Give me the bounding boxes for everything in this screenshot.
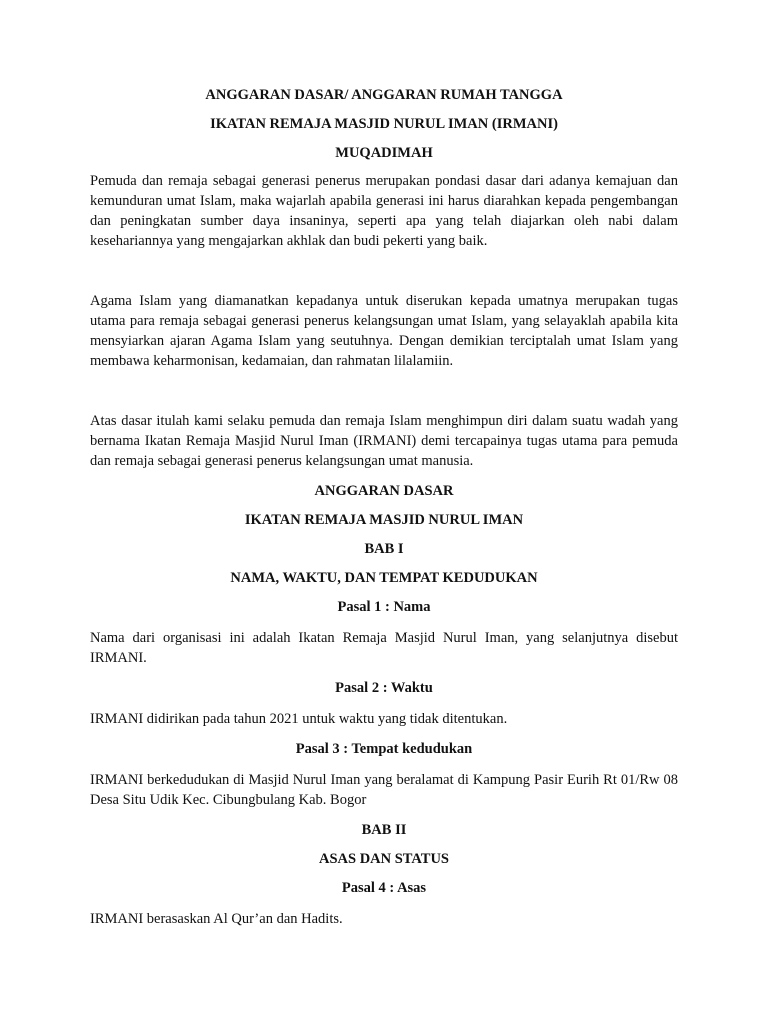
document-subtitle: IKATAN REMAJA MASJID NURUL IMAN (IRMANI) [210, 116, 558, 132]
pasal-1-text: Nama dari organisasi ini adalah Ikatan Remaja Masjid Nurul Iman, yang selanjutnya disebut IRMANI. [90, 630, 678, 666]
bab-1-title: NAMA, WAKTU, DAN TEMPAT KEDUDUKAN [230, 570, 538, 586]
pasal-2-text: IRMANI didirikan pada tahun 2021 untuk waktu yang tidak ditentukan. [90, 711, 508, 727]
pasal-2-heading: Pasal 2 : Waktu [335, 680, 433, 696]
muqadimah-paragraph-3: Atas dasar itulah kami selaku pemuda dan remaja Islam menghimpun diri dalam suatu wadah yang bernama Ikatan Remaja Masjid Nurul Iman (IRMANI) demi tercapainya tugas utama para pemuda dan remaja sebagai generasi penerus kelangsungan umat manusia. [90, 413, 678, 469]
pasal-3-text: IRMANI berkedudukan di Masjid Nurul Iman yang beralamat di Kampung Pasir Eurih Rt 01/Rw 08 Desa Situ Udik Kec. Cibungbulang Kab. Bogor [90, 772, 678, 808]
anggaran-dasar-heading: ANGGARAN DASAR [314, 483, 454, 499]
anggaran-dasar-subheading: IKATAN REMAJA MASJID NURUL IMAN [244, 512, 524, 528]
muqadimah-heading: MUQADIMAH [335, 145, 433, 161]
pasal-3-heading: Pasal 3 : Tempat kedudukan [295, 741, 473, 757]
muqadimah-paragraph-1: Pemuda dan remaja sebagai generasi penerus merupakan pondasi dasar dari adanya kemajuan dan kemunduran umat Islam, maka wajarlah apabila generasi ini harus diarahkan kepada pengembangan dan peningkatan sumber daya insaninya, seperti apa yang telah diajarkan oleh nabi dalam kesehariannya yang mengajarkan akhlak dan budi pekerti yang baik. [90, 173, 678, 249]
bab-2-title: ASAS DAN STATUS [319, 851, 449, 867]
pasal-4-heading: Pasal 4 : Asas [341, 880, 427, 896]
bab-1-heading: BAB I [364, 541, 404, 557]
document-page [90, 86, 678, 929]
bab-2-heading: BAB II [361, 822, 407, 838]
pasal-4-text: IRMANI berasaskan Al Qur’an dan Hadits. [90, 911, 343, 927]
pasal-1-heading: Pasal 1 : Nama [337, 599, 431, 615]
muqadimah-paragraph-2: Agama Islam yang diamanatkan kepadanya untuk diserukan kepada umatnya merupakan tugas utama para remaja sebagai generasi penerus kelangsungan umat Islam, yang selayaklah apabila kita mensyiarkan ajaran Agama Islam yang seutuhnya. Dengan demikian terciptalah umat Islam yang membawa keharmonisan, kedamaian, dan rahmatan lilalamiin. [90, 293, 678, 369]
document-title: ANGGARAN DASAR/ ANGGARAN RUMAH TANGGA [205, 87, 563, 103]
